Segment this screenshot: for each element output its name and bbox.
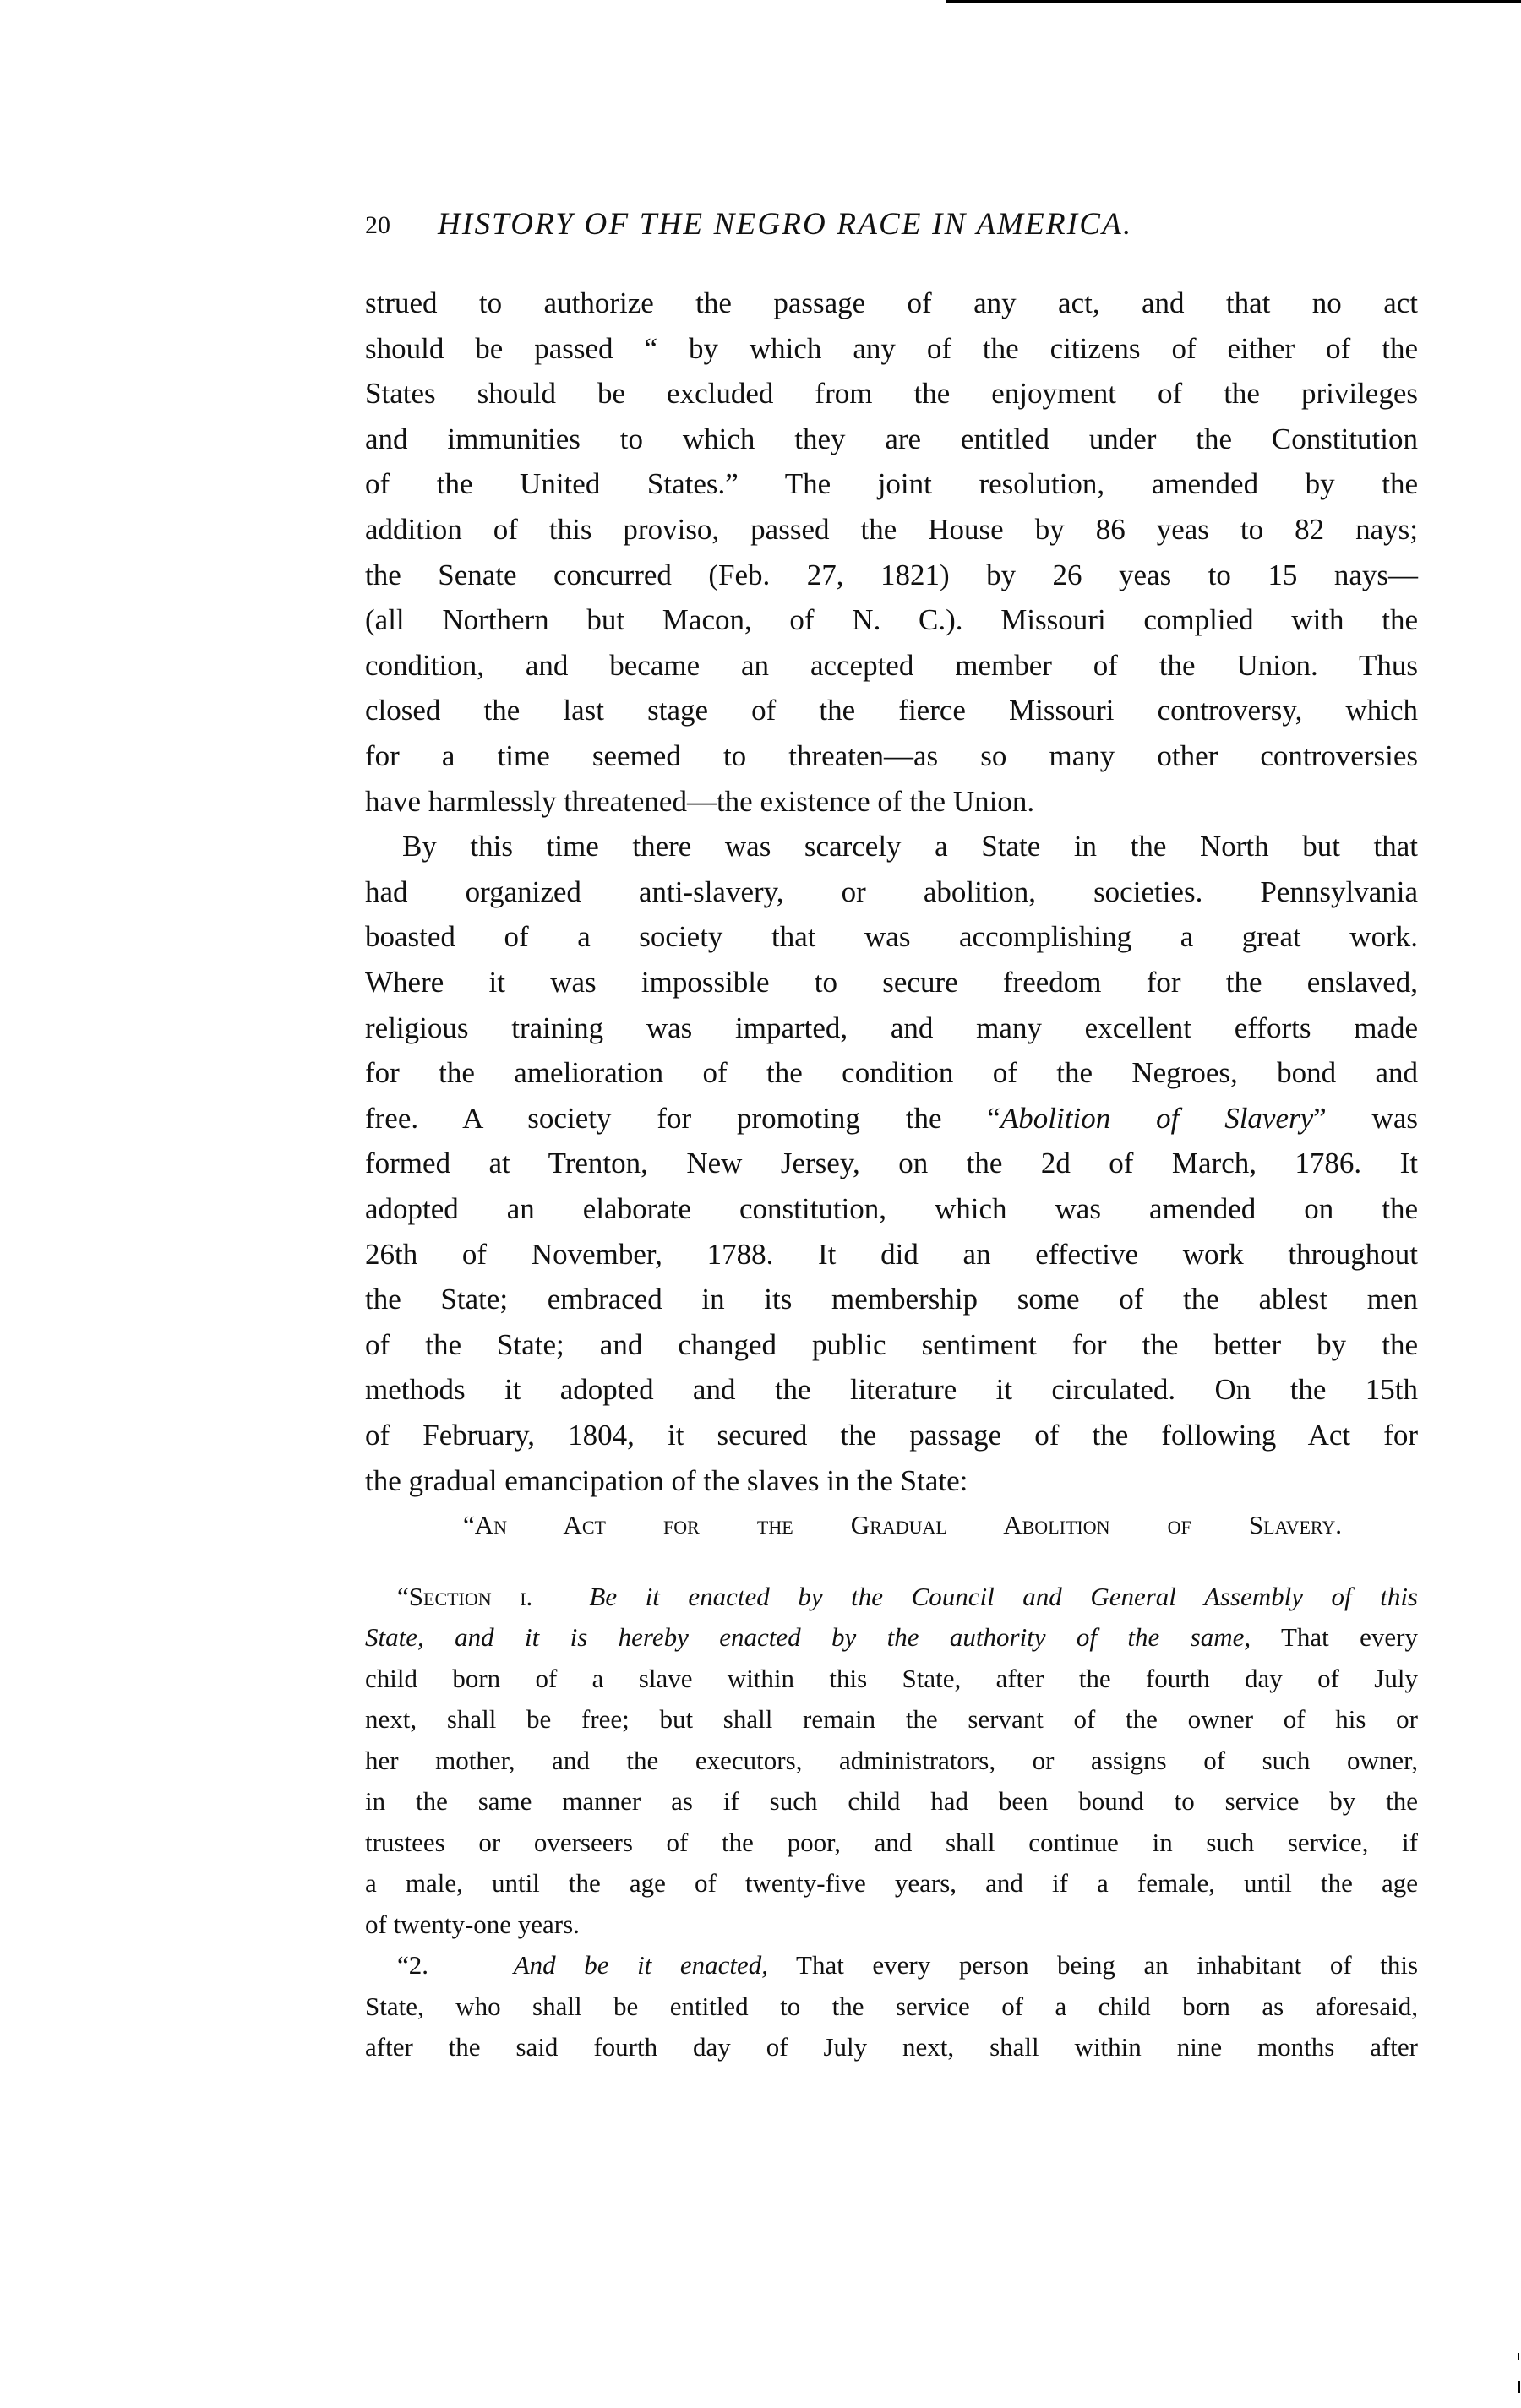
body-line: have harmlessly threatened—the existence of the Union.	[365, 785, 1035, 818]
body-line: religious training was imparted, and many excellent efforts made	[365, 1011, 1418, 1044]
scan-artifact	[1518, 2381, 1520, 2393]
section-label: “Section i.	[397, 1582, 533, 1611]
body-line: formed at Trenton, New Jersey, on the 2d of March, 1786. It	[365, 1147, 1418, 1179]
act-line: next, shall be free; but shall remain the servant of the owner of his or	[365, 1704, 1418, 1734]
act-line	[365, 1618, 1418, 1657]
body-line: addition of this proviso, passed the House by 86 yeas to 82 nays;	[365, 513, 1418, 546]
body-line: of February, 1804, it secured the passage of the following Act for	[365, 1419, 1418, 1452]
body-line: of the United States.” The joint resolution, amended by the	[365, 467, 1418, 500]
act-line: after the said fourth day of July next, shall within nine months after	[365, 2032, 1418, 2062]
body-line-tail: ” was	[1313, 1102, 1418, 1135]
act-line: a male, until the age of twenty-five years, and if a female, until the age	[365, 1868, 1418, 1898]
section-label: “2.	[397, 1950, 429, 1980]
running-title: HISTORY OF THE NEGRO RACE IN AMERICA.	[438, 207, 1133, 242]
body-line: the State; embraced in its membership some of the ablest men	[365, 1283, 1418, 1316]
body-line: condition, and became an accepted member of the Union. Thus	[365, 649, 1418, 682]
enacting-clause-cont: State, and it is hereby enacted by the authority of the same,	[365, 1622, 1251, 1652]
body-line: the Senate concurred (Feb. 27, 1821) by 26 yeas to 15 nays—	[365, 558, 1418, 591]
act-line: her mother, and the executors, administrators, or assigns of such owner,	[365, 1746, 1418, 1775]
body-line: for the amelioration of the condition of the Negroes, bond and	[365, 1056, 1418, 1089]
page-number: 20	[365, 211, 390, 239]
body-line: (all Northern but Macon, of N. C.). Missouri complied with the	[365, 603, 1418, 636]
body-line: the gradual emancipation of the slaves in the State:	[365, 1464, 968, 1497]
scan-edge-bar	[946, 0, 1521, 3]
act-line: child born of a slave within this State, after the fourth day of July	[365, 1664, 1418, 1693]
act-line-tail: That every	[1251, 1622, 1418, 1652]
body-line: and immunities to which they are entitled under the Constitution	[365, 422, 1418, 455]
act-line: trustees or overseers of the poor, and shall continue in such service, if	[365, 1828, 1418, 1857]
body-line: 26th of November, 1788. It did an effective work throughout	[365, 1238, 1418, 1271]
scan-artifact	[1518, 2353, 1519, 2360]
enacting-clause: And be it enacted,	[513, 1950, 769, 1980]
running-header	[365, 206, 1421, 243]
body-line: methods it adopted and the literature it circulated. On the 15th	[365, 1373, 1418, 1406]
paragraph-start-line: By this time there was scarcely a State in the North but that	[402, 830, 1418, 863]
act-line: of twenty-one years.	[365, 1910, 580, 1939]
body-line: strued to authorize the passage of any act, and that no act	[365, 286, 1418, 319]
act-line: State, who shall be entitled to the service of a child born as aforesaid,	[365, 1991, 1418, 2021]
body-line: boasted of a society that was accomplishing a great work.	[365, 920, 1418, 953]
body-line	[365, 1098, 1418, 1140]
body-line: Where it was impossible to secure freedom for the enslaved,	[365, 966, 1418, 999]
act-title: “An Act for the Gradual Abolition of Slavery.	[463, 1510, 1342, 1539]
body-line: had organized anti-slavery, or abolition, societies. Pennsylvania	[365, 875, 1418, 908]
enacting-clause: Be it enacted by the Council and General Assembly of this	[589, 1582, 1418, 1611]
italic-phrase: Abolition of Slavery	[1000, 1102, 1314, 1135]
body-line: States should be excluded from the enjoyment of the privileges	[365, 377, 1418, 410]
section-1-first-line	[365, 1577, 1418, 1616]
body-line: for a time seemed to threaten—as so many other controversies	[365, 739, 1418, 772]
act-line: in the same manner as if such child had been bound to service by the	[365, 1786, 1418, 1816]
body-line: closed the last stage of the fierce Missouri controversy, which	[365, 694, 1418, 727]
body-line-lead: free. A society for promoting the “	[365, 1102, 1000, 1135]
body-line: should be passed “ by which any of the citizens of either of the	[365, 332, 1418, 365]
body-line: of the State; and changed public sentiment for the better by the	[365, 1328, 1418, 1361]
section-2-first-line	[365, 1946, 1418, 1985]
act-line-tail: That every person being an inhabitant of this	[768, 1950, 1419, 1980]
body-line: adopted an elaborate constitution, which was amended on the	[365, 1192, 1418, 1225]
